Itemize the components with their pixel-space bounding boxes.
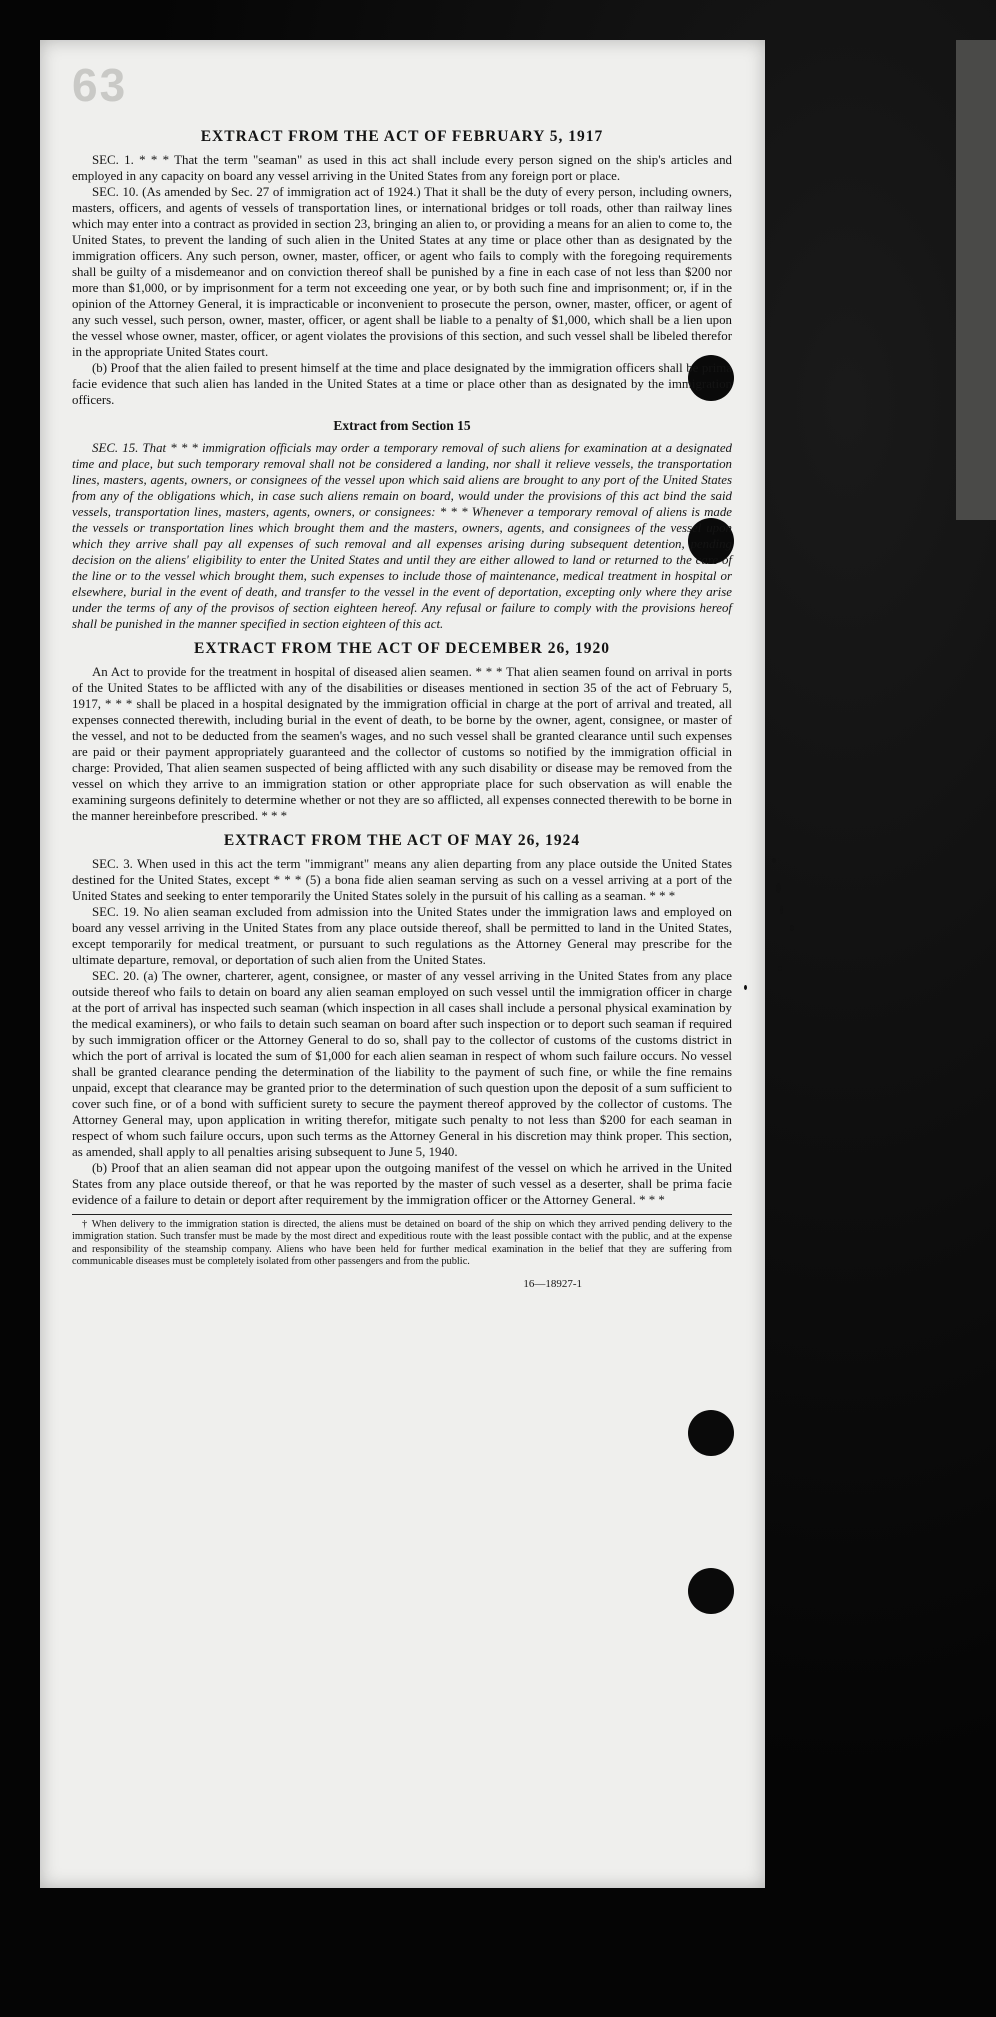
speck (778, 966, 782, 971)
speck (744, 985, 747, 990)
footnote-text: † When delivery to the immigration station is directed, the aliens must be detained on board of the ship on which they arrived pending delivery to the immigration station. Such transfer must be made by the most direct and expeditious route with the least possible contact with the public, and at the expense and responsibility of the steamship company. Aliens who have been held for further medical examination in the belief that they are suffering from communicable diseases must be completely isolated from other passengers and from the public. (72, 1219, 732, 1267)
paragraph: SEC. 1. * * * That the term "seaman" as used in this act shall include every person signed on the ship's articles and employed in any capacity on board any vessel arriving in the United States from any foreign port or place. (72, 153, 732, 183)
paragraph: (b) Proof that an alien seaman did not appear upon the outgoing manifest of the vessel on which he arrived in the United States from any place outside thereof, or that he was reported by the master of such vessel as a deserter, shall be prima facie evidence of a failure to detain or deport after requirement by the immigration officer or the Attorney General. * * * (72, 1161, 732, 1207)
paragraph: SEC. 3. When used in this act the term "immigrant" means any alien departing from any place outside the United States destined for the United States, except * * * (5) a bona fide alien seaman serving as such on a vessel arriving at a port of the United States and seeking to enter temporarily the United States solely in the pursuit of his calling as a seaman. * * * (72, 857, 732, 903)
paragraph: (b) Proof that the alien failed to present himself at the time and place designated by the immigration officers shall be prima facie evidence that such alien has landed in the United States at a time or place other than as designated by the immigration officers. (72, 361, 732, 407)
heading-act-1917: EXTRACT FROM THE ACT OF FEBRUARY 5, 1917 (200, 128, 604, 145)
heading-section-15: Extract from Section 15 (333, 418, 471, 433)
speck (776, 883, 781, 893)
paragraph: SEC. 10. (As amended by Sec. 27 of immigration act of 1924.) That it shall be the duty of every person, including owners, masters, officers, and agents of vessels of transportation lines, or international bridges or toll roads, other than railway lines which may enter into a contract as provided in section 23, bringing an alien to, or providing a means for an alien to come to, the United States, to prevent the landing of such alien in the United States at any time or place other than as designated by the immigration officers. Any such person, owner, master, officer, or agent who fails to comply with the foregoing requirements shall be guilty of a misdemeanor and on conviction thereof shall be punished by a fine in each case of not less than $200 nor more than $1,000, or by imprisonment for a term not exceeding one year, or by both such fine and imprisonment; or, if in the opinion of the Attorney General, it is impracticable or inconvenient to prosecute the person, owner, master, officer, or agent of any such vessel, such person, owner, master, officer, or agent shall be liable to a penalty of $1,000, which shall be a lien upon the vessel whose owner, master, officer, or agent violates the provisions of this section, and such vessel shall be libeled therefor in the appropriate United States court. (72, 185, 732, 359)
heading-act-1924: EXTRACT FROM THE ACT OF MAY 26, 1924 (223, 832, 581, 849)
footnote (72, 1214, 732, 1268)
paragraph: SEC. 15. That * * * immigration officials may order a temporary removal of such aliens for examination at a designated time and place, but such temporary removal shall not be considered a landing, nor shall it relieve vessels, the transportation lines, masters, agents, owners, or consignees of the vessel upon which said aliens are brought to any port of the United States from any of the obligations which, in case such aliens remain on board, would under the provisions of this act bind the said vessels, transportation lines, masters, agents, owners, or consignees: * * * Whenever a temporary removal of aliens is made the vessels or transportation lines which brought them and the masters, owners, agents, and consignees of the vessel upon which they arrive shall pay all expenses of such removal and all expenses arising during subsequent detention, pending decision on the aliens' eligibility to enter the United States and until they are either allowed to land or returned to the care of the line or to the vessel which brought them, such expenses to include those of maintenance, medical treatment in hospital or elsewhere, burial in the event of death, and transfer to the vessel in the event of deportation, excepting only where they arise under the terms of any of the provisos of section eighteen hereof. Any refusal or failure to comply with the provisions hereof shall be punished in the manner specified in section eighteen of this act. (72, 441, 732, 631)
speck (772, 858, 776, 863)
paragraph: SEC. 20. (a) The owner, charterer, agent, consignee, or master of any vessel arriving in the United States from any place outside thereof who fails to detain on board any alien seaman employed on such vessel until the immigration officer in charge at the port of arrival has inspected such seaman (which inspection in all cases shall include a personal physical examination by the medical examiners), or who fails to detain such seaman on board after such inspection or to deport such seaman if required by such immigration officer or the Attorney General to do so, shall pay to the collector of customs of the customs district in which the port of arrival is located the sum of $1,000 for each alien seaman in respect of whom such failure occurs. No vessel shall be granted clearance pending the determination of the liability to the payment of such fine, or while the fine remains unpaid, except that clearance may be granted prior to the determination of such question upon the deposit of a sum sufficient to cover such fine, or of a bond with sufficient surety to secure the payment thereof approved by the collector of customs. The Attorney General may, upon application in writing therefor, mitigate such penalty to not less than $200 for each seaman in respect of whom such failure occurs, upon such terms as the Attorney General in his discretion may think proper. This section, as amended, shall apply to all penalties arising subsequent to June 5, 1940. (72, 969, 732, 1159)
speck (790, 925, 794, 931)
punch-hole (688, 1410, 734, 1456)
paragraph: An Act to provide for the treatment in hospital of diseased alien seamen. * * * That alien seamen found on arrival in ports of the United States to be afflicted with any of the disabilities or diseases mentioned in section 35 of the act of February 5, 1917, * * * shall be placed in a hospital designated by the immigration official in charge at the port of arrival and treated, all expenses connected therewith, including burial in the event of death, to be borne by the owner, agent, consignee, or master of the vessel, and not to be deducted from the seamen's wages, and no such vessel shall be granted clearance until such expenses are paid or their payment appropriately guaranteed and the collector of customs so notified by the immigration official in charge: Provided, That alien seamen suspected of being afflicted with any such disability or disease may be removed from the vessel on which they arrive to an immigration station or other appropriate place for such observation as will enable the examining surgeons definitely to determine whether or not they are so afflicted, all expenses connected therewith to be borne in the manner hereinbefore prescribed. * * * (72, 665, 732, 823)
speck (780, 905, 783, 914)
ghost-page-number: 63 (72, 59, 128, 111)
paragraph: SEC. 19. No alien seaman excluded from admission into the United States under the immigration laws and employed on board any vessel arriving in the United States from any place outside thereof, shall be permitted to land in the United States, except temporarily for medical treatment, or pursuant to such regulations as the Attorney General may prescribe for the ultimate departure, removal, or deportation of such alien from the United States. (72, 905, 732, 967)
heading-act-1920: EXTRACT FROM THE ACT OF DECEMBER 26, 1920 (194, 640, 610, 657)
form-code: 16—18927-1 (523, 1278, 582, 1291)
adjacent-page-edge (956, 40, 996, 520)
punch-hole (688, 1568, 734, 1614)
document-text (72, 128, 732, 1290)
